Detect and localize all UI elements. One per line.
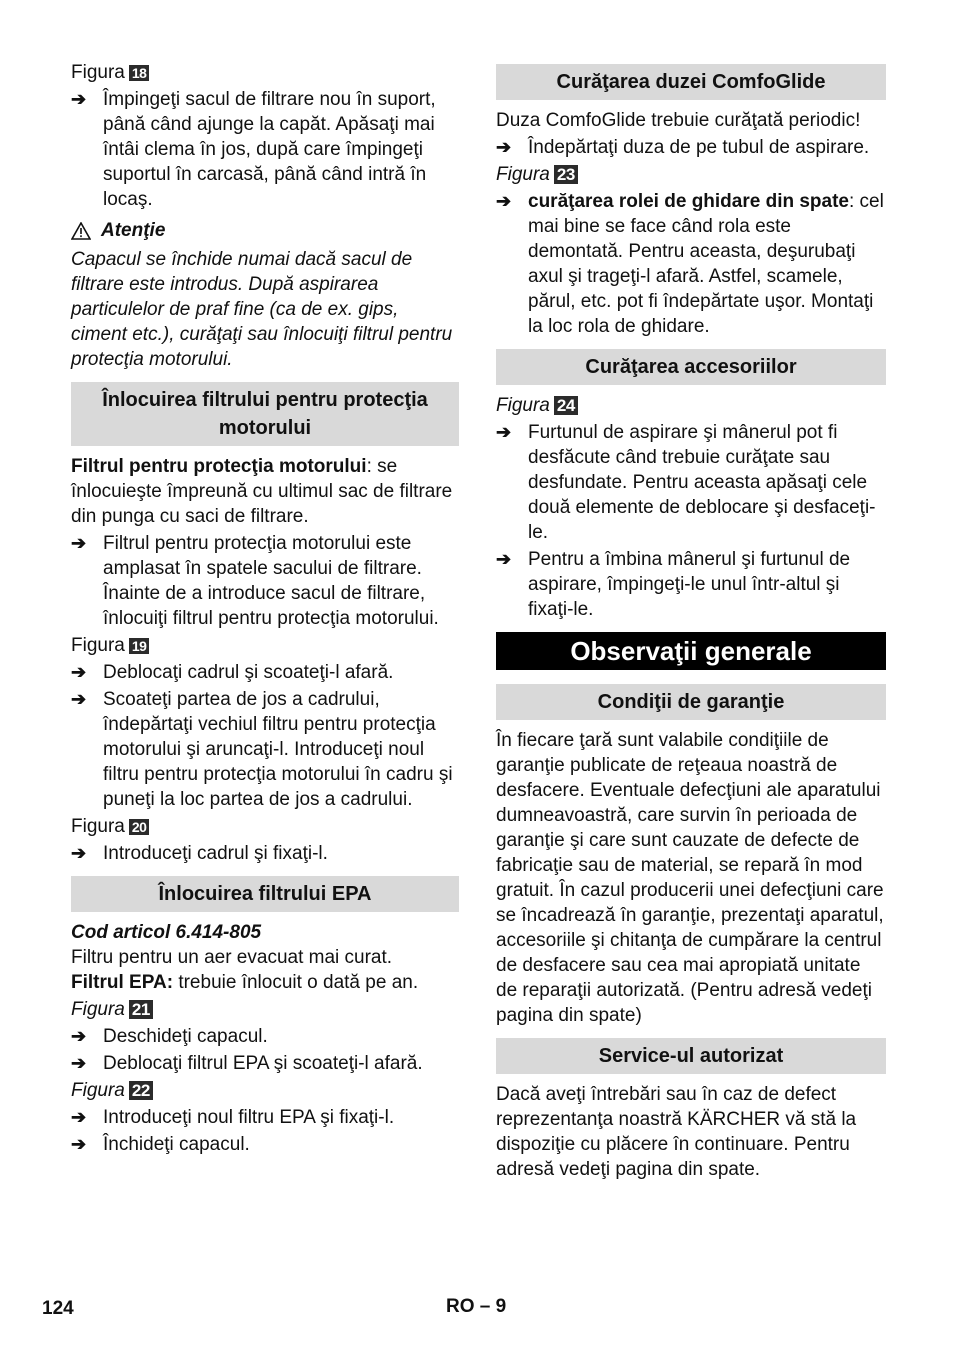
figure-number: 18 <box>129 65 150 81</box>
step-text: Pentru a îmbina mânerul şi furtunul de aspirare, împingeţi-le unul într-altul şi fixaţi-le. <box>528 549 851 620</box>
figure-label: Figura <box>71 816 125 837</box>
figure-number: 22 <box>129 1081 153 1100</box>
figure-ref-20 <box>71 814 459 839</box>
epa-paragraph <box>71 970 459 995</box>
epa-description: Filtru pentru un aer evacuat mai curat. <box>71 947 393 968</box>
figure-number: 20 <box>129 819 150 835</box>
section-heading-epa-filter: Înlocuirea filtrului EPA <box>71 876 459 912</box>
step-text: Scoateţi partea de jos a cadrului, îndepărtaţi vechiul filtru pentru protecţia motorului şi aruncaţi-l. Introduceţi noul filtru pentru protecţia motorului în cadru şi puneţi la loc partea de jos a cadrului. <box>103 689 453 810</box>
main-heading-general-notes: Observaţii generale <box>496 632 886 670</box>
arrow-icon: ➔ <box>71 1107 87 1127</box>
figure-ref-21 <box>71 997 459 1022</box>
epa-text: trebuie înlocuit o dată pe an. <box>173 972 419 993</box>
figure-number: 21 <box>129 1000 153 1019</box>
figure-label: Figura <box>71 999 125 1020</box>
step-text: Furtunul de aspirare şi mânerul pot fi desfăcute când trebuie curăţate sau desfundate. Pentru aceasta apăsaţi cele două elemente de deblocare şi desfaceţi-le. <box>528 422 876 543</box>
figure-label: Figura <box>496 164 550 185</box>
motor-filter-text: : se înlocuieşte împreună cu ultimul sac de filtrare din punga cu saci de filtrare. <box>71 456 453 527</box>
arrow-icon: ➔ <box>71 89 87 109</box>
language-page-label: RO – 9 <box>446 1296 507 1317</box>
section-heading-service: Service-ul autorizat <box>496 1038 886 1074</box>
warning-text: Capacul se închide numai dacă sacul de filtrare este introdus. După aspirarea particulelor de praf fine (ca de ex. gips, ciment etc.), curăţaţi sau înlocuiţi filtrul pentru protecţia motorului. <box>71 249 453 370</box>
figure-ref-18 <box>71 60 459 85</box>
warning-triangle-icon <box>71 222 91 240</box>
arrow-icon: ➔ <box>71 1026 87 1046</box>
arrow-icon: ➔ <box>71 533 87 553</box>
figure-label: Figura <box>496 395 550 416</box>
left-column <box>71 58 459 1157</box>
warranty-text: În fiecare ţară sunt valabile condiţiile de garanţie publicate de reţeaua noastră de desfacere. Eventuale defecţiuni ale aparatului dumneavoastră, care survin în perioada de garanţie şi care sunt cauzate de defecte de fabricaţie sau de material, se repară în mod gratuit. În cazul producerii unei defecţiuni care se încadrează în garanţie, prezentaţi aparatul, accesoriile şi chitanţa de cumpărare la centrul de desfacere sau cea mai apropiată unitate de reparaţii autorizată. (Pentru adresă vedeţi pagina din spate) <box>496 730 884 1026</box>
instruction-step <box>71 1051 459 1076</box>
page-number: 124 <box>42 1298 74 1319</box>
instruction-step <box>71 87 459 212</box>
arrow-icon: ➔ <box>496 422 512 442</box>
section-heading-motor-filter: Înlocuirea filtrului pentru protecţia motorului <box>71 382 459 446</box>
section-heading-warranty: Condiţii de garanţie <box>496 684 886 720</box>
instruction-step <box>71 531 459 631</box>
instruction-step <box>496 189 886 339</box>
arrow-icon: ➔ <box>496 191 512 211</box>
arrow-icon: ➔ <box>496 549 512 569</box>
arrow-icon: ➔ <box>71 1134 87 1154</box>
step-text: Introduceţi cadrul şi fixaţi-l. <box>103 843 328 864</box>
step-bold: curăţarea rolei de ghidare din spate <box>528 191 849 212</box>
step-rest: : cel mai bine se face când rola este demontată. Pentru aceasta, deşurubaţi axul şi trageţi-l afară. Astfel, scamele, părul, etc. pot fi îndepărtate uşor. Montaţi la loc rola de ghidare. <box>528 191 884 337</box>
instruction-step <box>496 547 886 622</box>
figure-label: Figura <box>71 1080 125 1101</box>
section-heading-accessories: Curăţarea accesoriilor <box>496 349 886 385</box>
step-text: Introduceţi noul filtru EPA şi fixaţi-l. <box>103 1107 395 1128</box>
figure-number: 19 <box>129 638 150 654</box>
instruction-step <box>496 420 886 545</box>
instruction-step <box>71 1105 459 1130</box>
service-text: Dacă aveţi întrebări sau în caz de defect reprezentanţa noastră KÄRCHER vă stă la dispoziţie cu plăcere în continuare. Pentru adresă vedeţi pagina din spate. <box>496 1084 857 1180</box>
comfoglide-text: Duza ComfoGlide trebuie curăţată periodic! <box>496 110 861 131</box>
arrow-icon: ➔ <box>496 137 512 157</box>
figure-number: 24 <box>554 396 578 415</box>
figure-ref-19 <box>71 633 459 658</box>
figure-label: Figura <box>71 62 125 83</box>
arrow-icon: ➔ <box>71 1053 87 1073</box>
step-text <box>528 189 886 339</box>
section-heading-comfoglide: Curăţarea duzei ComfoGlide <box>496 64 886 100</box>
arrow-icon: ➔ <box>71 843 87 863</box>
figure-label: Figura <box>71 635 125 656</box>
step-text: Filtrul pentru protecţia motorului este amplasat în spatele sacului de filtrare. Înainte de a introduce sacul de filtrare, înlocuiţi filtrul pentru protecţia motorului. <box>103 533 439 629</box>
instruction-step <box>71 687 459 812</box>
article-code: Cod articol 6.414-805 <box>71 922 262 943</box>
figure-ref-24 <box>496 393 886 418</box>
step-text: Deschideţi capacul. <box>103 1026 268 1047</box>
right-column <box>496 54 886 1182</box>
step-text: Deblocaţi filtrul EPA şi scoateţi-l afară. <box>103 1053 423 1074</box>
warning-title: Atenţie <box>101 220 166 241</box>
epa-bold: Filtrul EPA: <box>71 972 174 993</box>
arrow-icon: ➔ <box>71 662 87 682</box>
motor-filter-bold: Filtrul pentru protecţia motorului <box>71 456 367 477</box>
figure-ref-23 <box>496 162 886 187</box>
figure-number: 23 <box>554 165 578 184</box>
instruction-step <box>71 1132 459 1157</box>
motor-filter-paragraph <box>71 454 459 529</box>
warning-heading <box>71 218 459 243</box>
instruction-step <box>71 841 459 866</box>
instruction-step <box>496 135 886 160</box>
step-text: Împingeţi sacul de filtrare nou în suport, până când ajunge la capăt. Apăsaţi mai întâi clema în jos, după care împingeţi suportul în carcasă, până când intră în locaş. <box>103 89 436 210</box>
arrow-icon: ➔ <box>71 689 87 709</box>
step-text: Închideţi capacul. <box>103 1134 250 1155</box>
figure-ref-22 <box>71 1078 459 1103</box>
step-text: Deblocaţi cadrul şi scoateţi-l afară. <box>103 662 394 683</box>
instruction-step <box>71 1024 459 1049</box>
instruction-step <box>71 660 459 685</box>
step-text: Îndepărtaţi duza de pe tubul de aspirare. <box>528 137 870 158</box>
